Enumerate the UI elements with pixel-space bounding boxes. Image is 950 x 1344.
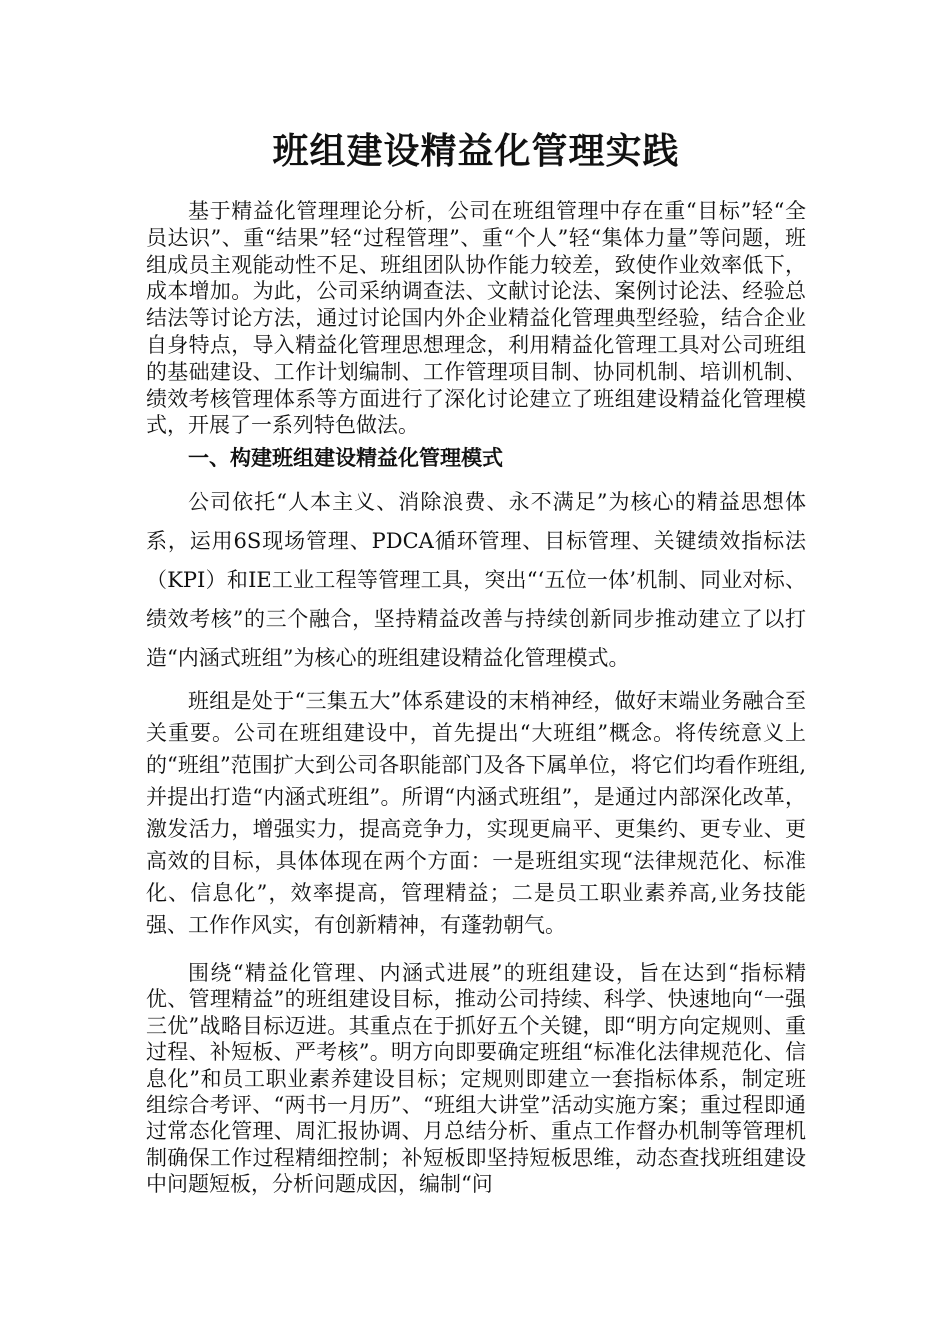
- body-paragraph: 班组是处于“三集五大”体系建设的末梢神经，做好末端业务融合至关重要。公司在班组建设中，首先提出“大班组”概念。将传统意义上的“班组”范围扩大到公司各职能部门及各下属单位，将它们均看作班组,并提出打造“内涵式班组”。所谓“内涵式班组”，是通过内部深化改革，激发活力，增强实力，提高竞争力，实现更扁平、更集约、更专业、更高效的目标，具体体现在两个方面：一是班组实现“法律规范化、标准化、信息化”，效率提高，管理精益；二是员工职业素养高,业务技能强、工作作风实，有创新精神，有蓬勃朝气。: [146, 689, 806, 937]
- body-paragraph: 公司依托“人本主义、消除浪费、永不满足”为核心的精益思想体系，运用6S现场管理、PDCA循环管理、目标管理、关键绩效指标法（KPI）和IE工业工程等管理工具，突出“‘五位一体’机制、同业对标、绩效考核”的三个融合，坚持精益改善与持续创新同步推动建立了以打造“内涵式班组”为核心的班组建设精益化管理模式。: [146, 490, 806, 670]
- body-paragraph: 围绕“精益化管理、内涵式进展”的班组建设，旨在达到“指标精优、管理精益”的班组建设目标，推动公司持续、科学、快速地向“一强三优”战略目标迈进。其重点在于抓好五个关键，即“明方向定规则、重过程、补短板、严考核”。明方向即要确定班组“标准化法律规范化、信息化”和员工职业素养建设目标；定规则即建立一套指标体系，制定班组综合考评、“两书一月历”、“班组大讲堂”活动实施方案；重过程即通过常态化管理、周汇报协调、月总结分析、重点工作督办机制等管理机制确保工作过程精细控制；补短板即坚持短板思维，动态查找班组建设中问题短板，分析问题成因，编制“问: [146, 961, 806, 1197]
- document-title: 班组建设精益化管理实践: [272, 131, 680, 172]
- intro-paragraph: 基于精益化管理理论分析，公司在班组管理中存在重“目标”轻“全员达识”、重“结果”轻“过程管理”、重“个人”轻“集体力量”等问题，班组成员主观能动性不足、班组团队协作能力较差，致使作业效率低下，成本增加。为此，公司采纳调查法、文献讨论法、案例讨论法、经验总结法等讨论方法，通过讨论国内外企业精益化管理典型经验，结合企业自身特点，导入精益化管理思想理念，利用精益化管理工具对公司班组的基础建设、工作计划编制、工作管理项目制、协同机制、培训机制、绩效考核管理体系等方面进行了深化讨论建立了班组建设精益化管理模式，开展了一系列特色做法。: [146, 199, 806, 438]
- section-heading: 一、构建班组建设精益化管理模式: [188, 446, 503, 470]
